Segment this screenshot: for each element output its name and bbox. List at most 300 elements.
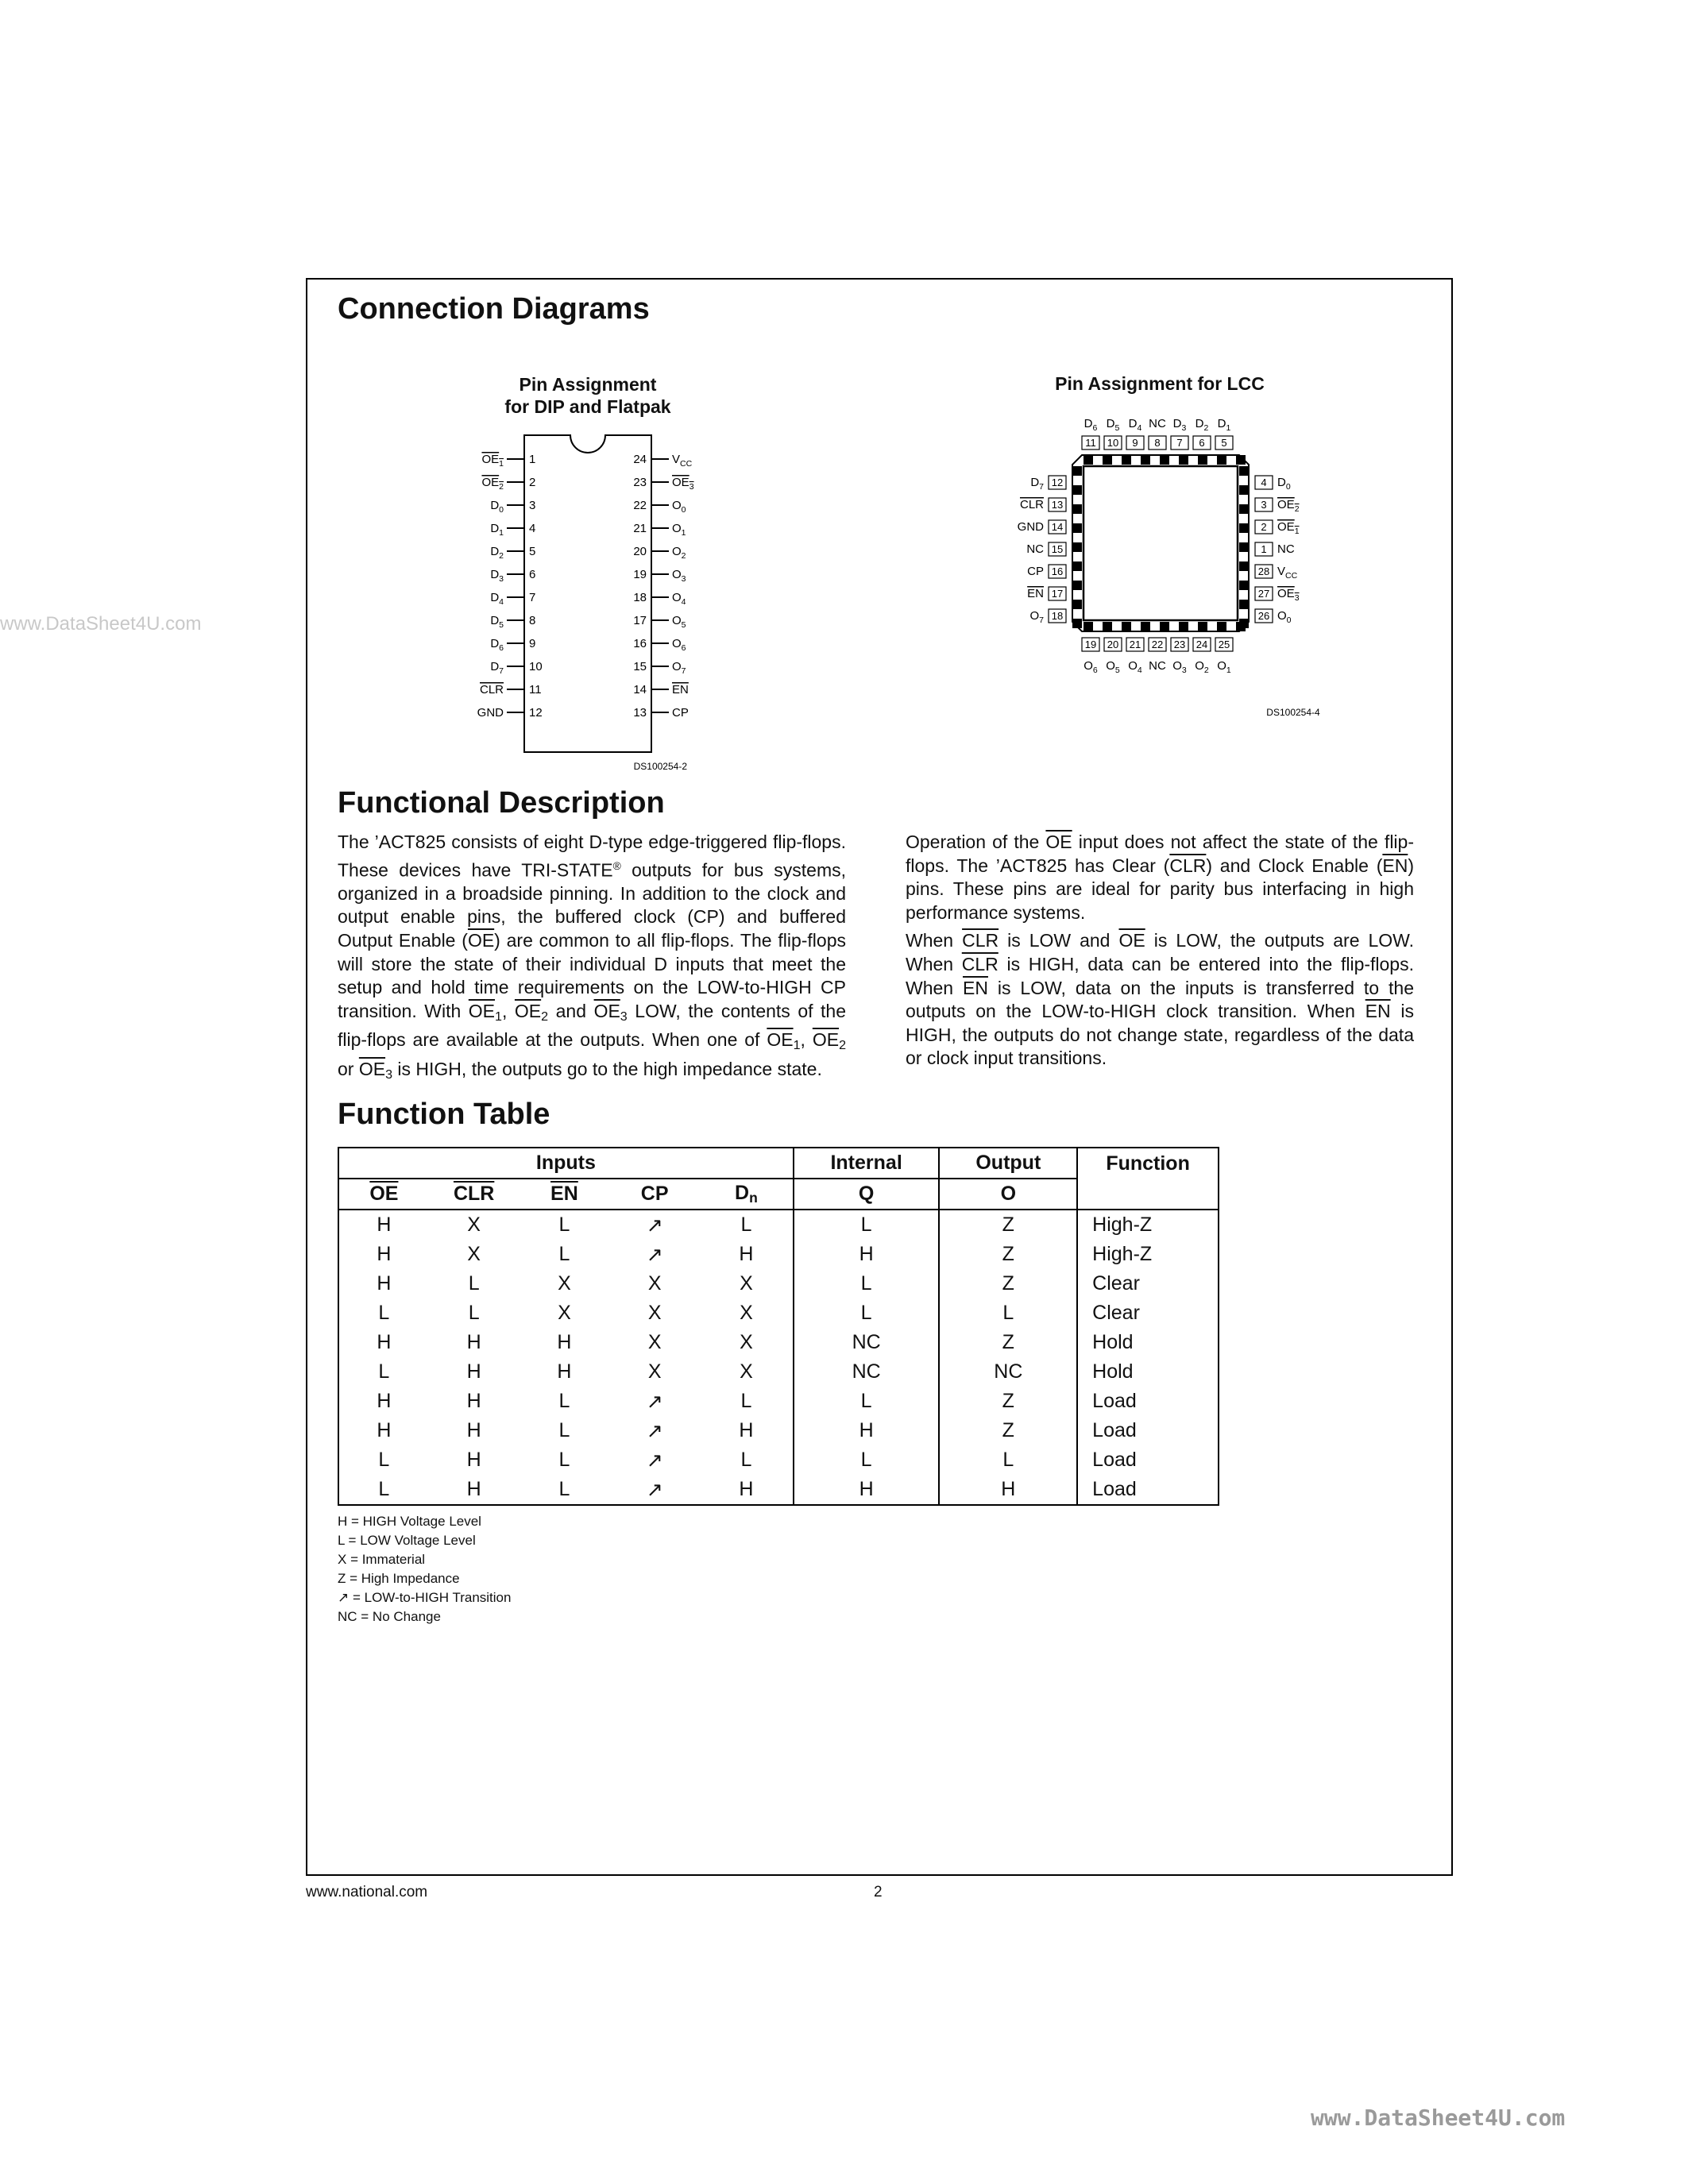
lcc-right-label-26 xyxy=(1277,609,1292,625)
lcc-right-label-26-sub: 0 xyxy=(1286,615,1292,625)
lcc-right-label-26-name: O xyxy=(1277,609,1287,623)
header-function: Function xyxy=(1077,1148,1219,1210)
lcc-bottom-label-25 xyxy=(1217,659,1231,675)
lcc-bottom-pin-20-text: 20 xyxy=(1107,639,1119,650)
lcc-bottom-pin-21-text: 21 xyxy=(1129,639,1141,650)
lcc-top-label-7-name: D xyxy=(1172,417,1182,430)
lcc-right-label-28-sub: CC xyxy=(1285,571,1298,581)
table-cell: Z xyxy=(939,1240,1077,1269)
table-legend xyxy=(338,1512,511,1626)
lcc-package-outline xyxy=(1072,455,1249,631)
lcc-right-label-3-sub: 2 xyxy=(1294,504,1300,514)
dip-pin-label-20 xyxy=(672,545,686,561)
lcc-die-outline xyxy=(1083,466,1238,620)
dip-pin-label-4 xyxy=(490,522,504,538)
footer-url: www.national.com xyxy=(306,1884,428,1900)
dip-pin-label-21-name: O xyxy=(672,522,682,535)
dip-pin-label-4-sub: 1 xyxy=(499,528,504,538)
lcc-bottom-pin-23-text: 23 xyxy=(1173,639,1186,650)
dip-pin-number-5: 5 xyxy=(529,545,536,558)
lcc-bottom-pin-24-text: 24 xyxy=(1196,639,1208,650)
dip-pin-label-8 xyxy=(490,614,504,630)
table-row xyxy=(338,1445,1219,1475)
dip-pin-label-9 xyxy=(490,637,504,653)
table-cell: L xyxy=(558,1243,570,1265)
lcc-right-pin-26-text: 26 xyxy=(1257,610,1270,622)
legend-item xyxy=(338,1588,511,1607)
lcc-right-label-28-name: V xyxy=(1277,565,1286,578)
header-clr xyxy=(429,1179,520,1210)
legend-symbol: X xyxy=(338,1552,351,1567)
dip-pin-label-17-sub: 5 xyxy=(681,620,686,630)
lcc-right-pin-26 xyxy=(1255,609,1273,623)
lcc-bottom-label-19-sub: 6 xyxy=(1092,666,1098,675)
dip-pin-label-18 xyxy=(672,591,686,607)
lcc-bottom-label-21 xyxy=(1128,659,1142,675)
dip-pin-label-3-sub: 0 xyxy=(499,505,504,515)
lcc-left-pin-17 xyxy=(1049,587,1066,600)
lcc-top-label-9-sub: 4 xyxy=(1137,423,1142,433)
lcc-bottom-pin-21 xyxy=(1126,638,1144,651)
lcc-top-label-11 xyxy=(1084,417,1098,433)
dip-pin-label-19-name: O xyxy=(672,568,682,581)
lcc-top-label-5 xyxy=(1218,417,1231,433)
lcc-top-label-8 xyxy=(1149,417,1166,430)
table-cell: X xyxy=(647,1302,662,1324)
table-cell: Z xyxy=(939,1387,1077,1416)
description-right-2-segment: $\overline{EN}$ xyxy=(1365,1001,1391,1022)
table-cell: H xyxy=(557,1360,572,1383)
description-left-segment: $\overline{OE}$ xyxy=(467,930,495,951)
dip-title xyxy=(445,373,731,418)
description-left-segment: outputs for bus systems, organized in a broadside pinning. In addition to the clock and output enable pins, the buffered clock (CP) and buffered Output Enable ( xyxy=(338,859,847,951)
table-cell: H xyxy=(739,1243,754,1265)
lcc-top-pin-8-text: 8 xyxy=(1154,437,1161,449)
legend-item xyxy=(338,1512,511,1531)
dip-title-line2: for DIP and Flatpak xyxy=(504,396,671,417)
lcc-bottom-pin-19-text: 19 xyxy=(1084,639,1097,650)
legend-text: = HIGH Voltage Level xyxy=(351,1514,481,1529)
lcc-bottom-label-20-sub: 5 xyxy=(1114,666,1120,675)
table-cell: L xyxy=(338,1357,429,1387)
lcc-pin-diagram xyxy=(977,401,1342,735)
lcc-pad-top xyxy=(1160,455,1169,465)
dip-pin-label-1 xyxy=(481,453,504,469)
lcc-pad-right xyxy=(1239,485,1249,495)
dip-pin-label-24 xyxy=(672,453,693,469)
lcc-pad-top xyxy=(1103,455,1112,465)
description-left-segment: , xyxy=(800,1029,813,1051)
lcc-bottom-label-21-name: O xyxy=(1128,659,1138,673)
description-right-1-segment: Operation of the xyxy=(906,832,1046,852)
dip-pin-label-9-sub: 6 xyxy=(499,643,504,653)
description-right xyxy=(906,831,1414,1075)
table-cell: L xyxy=(338,1298,429,1328)
lcc-pad-bottom xyxy=(1179,622,1188,631)
dip-pin-label-22-sub: 0 xyxy=(681,505,686,515)
table-row xyxy=(338,1298,1219,1328)
header-dn-text: D xyxy=(735,1182,750,1204)
dip-pin-label-16-name: O xyxy=(672,637,682,650)
table-cell: H xyxy=(739,1478,754,1500)
lcc-top-label-8-name: NC xyxy=(1149,417,1166,430)
lcc-left-label-18 xyxy=(1029,609,1044,625)
lcc-top-pin-7-text: 7 xyxy=(1176,437,1183,449)
lcc-pad-left xyxy=(1072,619,1082,628)
lcc-top-label-5-name: D xyxy=(1217,417,1226,430)
description-left-segment: $\overline{OE}$ xyxy=(812,1029,840,1051)
table-cell: H xyxy=(466,1360,481,1383)
description-right-2-segment: $\overline{CLR}$ xyxy=(962,930,999,951)
legend-symbol: H xyxy=(338,1514,351,1529)
table-cell: Load xyxy=(1077,1475,1219,1505)
table-cell: L xyxy=(794,1298,940,1328)
lcc-top-pin-6 xyxy=(1193,436,1211,450)
lcc-right-pin-4 xyxy=(1255,476,1273,489)
lcc-right-label-1 xyxy=(1277,542,1295,556)
lcc-right-pin-3 xyxy=(1255,498,1273,511)
dip-title-line1: Pin Assignment xyxy=(519,374,657,395)
lcc-top-label-6-sub: 2 xyxy=(1203,423,1209,433)
lcc-pad-top xyxy=(1179,455,1188,465)
dip-pin-label-8-name: D xyxy=(490,614,500,627)
lcc-left-label-13-name: CLR xyxy=(1019,498,1044,511)
lcc-right-label-27-name: OE xyxy=(1277,587,1295,600)
dip-pin-label-19-sub: 3 xyxy=(681,574,686,584)
lcc-pad-left xyxy=(1072,542,1082,552)
legend-item xyxy=(338,1607,511,1626)
dip-pin-label-16 xyxy=(672,637,686,653)
dip-pin-label-17 xyxy=(672,614,686,630)
table-cell: Z xyxy=(939,1269,1077,1298)
description-left-segment: 3 xyxy=(620,1009,628,1024)
table-cell: Hold xyxy=(1077,1357,1219,1387)
dip-pin-label-1-name: OE xyxy=(481,453,500,466)
table-cell: L xyxy=(794,1445,940,1475)
dip-pin-number-22: 22 xyxy=(633,499,647,512)
lcc-left-label-16 xyxy=(1027,565,1044,578)
table-cell: H xyxy=(338,1269,429,1298)
lcc-left-label-18-name: O xyxy=(1029,609,1040,623)
description-left-segment: $\overline{OE}$ xyxy=(358,1059,386,1079)
table-cell: ↗ xyxy=(646,1419,663,1442)
description-right-2-segment: $\overline{OE}$ xyxy=(1118,930,1145,951)
dip-pin-number-12: 12 xyxy=(529,706,543,720)
dip-pin-label-23-sub: 3 xyxy=(689,482,694,492)
description-right-2-segment: $\overline{EN}$ xyxy=(963,977,988,998)
lcc-right-label-1-name: NC xyxy=(1277,542,1295,556)
table-cell: Load xyxy=(1077,1387,1219,1416)
lcc-left-label-16-name: CP xyxy=(1027,565,1044,578)
lcc-pad-right xyxy=(1239,561,1249,571)
lcc-pad-left xyxy=(1072,600,1082,609)
lcc-right-label-2 xyxy=(1277,520,1300,536)
table-row xyxy=(338,1416,1219,1445)
dip-pin-label-21 xyxy=(672,522,686,538)
lcc-right-pin-3-text: 3 xyxy=(1261,499,1267,511)
header-q: Q xyxy=(794,1179,940,1210)
description-left-segment: $\overline{OE}$ xyxy=(593,1000,620,1021)
lcc-left-pin-14 xyxy=(1049,520,1066,534)
dip-pin-number-20: 20 xyxy=(633,545,647,558)
table-cell: L xyxy=(740,1449,752,1471)
lcc-right-label-27-sub: 3 xyxy=(1294,593,1300,603)
table-cell: ↗ xyxy=(646,1214,663,1237)
legend-text: = High Impedance xyxy=(350,1571,460,1586)
dip-pin-label-14-name: EN xyxy=(672,683,689,696)
lcc-left-label-12-sub: 7 xyxy=(1039,482,1044,492)
lcc-bottom-label-23 xyxy=(1172,659,1187,675)
lcc-top-label-11-sub: 6 xyxy=(1092,423,1098,433)
table-cell: L xyxy=(468,1302,480,1324)
lcc-top-label-9-name: D xyxy=(1128,417,1138,430)
table-cell: L xyxy=(939,1298,1077,1328)
description-left-segment: 2 xyxy=(839,1038,847,1053)
table-cell: L xyxy=(794,1387,940,1416)
lcc-top-label-10-name: D xyxy=(1106,417,1115,430)
description-right-paragraph-2 xyxy=(906,929,1414,1071)
dip-pin-number-16: 16 xyxy=(633,637,647,650)
lcc-bottom-label-20-name: O xyxy=(1106,659,1115,673)
lcc-left-label-17 xyxy=(1027,587,1044,600)
table-cell: L xyxy=(338,1475,429,1505)
dip-pin-number-10: 10 xyxy=(529,660,543,673)
lcc-right-pin-1-text: 1 xyxy=(1261,543,1267,555)
lcc-right-pin-27-text: 27 xyxy=(1257,588,1270,600)
lcc-left-label-14 xyxy=(1018,520,1045,534)
dip-pin-label-2 xyxy=(481,476,504,492)
lcc-top-pin-5-text: 5 xyxy=(1221,437,1227,449)
table-cell: X xyxy=(558,1272,571,1295)
table-cell: Load xyxy=(1077,1416,1219,1445)
heading-function-table: Function Table xyxy=(338,1098,550,1131)
dip-pin-label-1-sub: 1 xyxy=(499,459,504,469)
lcc-top-label-10 xyxy=(1107,417,1120,433)
legend-symbol: NC xyxy=(338,1609,361,1624)
table-cell: High-Z xyxy=(1077,1210,1219,1240)
lcc-drawing-code: DS100254-4 xyxy=(1266,707,1320,718)
function-table-body xyxy=(338,1210,1219,1505)
lcc-left-pin-17-text: 17 xyxy=(1051,588,1064,600)
table-row xyxy=(338,1210,1219,1240)
dip-pin-number-2: 2 xyxy=(529,476,536,489)
description-right-paragraph-1 xyxy=(906,831,1414,924)
table-cell: L xyxy=(794,1269,940,1298)
table-cell: H xyxy=(338,1387,429,1416)
description-right-2-segment: $\overline{CLR}$ xyxy=(961,953,999,974)
dip-drawing-code: DS100254-2 xyxy=(633,761,687,770)
dip-pin-label-19 xyxy=(672,568,686,584)
table-cell: Z xyxy=(939,1210,1077,1240)
description-left-segment: ) are common to all flip-flops. The flip-flops will store the state of their individual D inputs that meet the setup and hold time requirements on the LOW-to-HIGH CP transition. With xyxy=(338,930,846,1021)
lcc-bottom-label-21-sub: 4 xyxy=(1137,666,1142,675)
header-inputs: Inputs xyxy=(338,1148,794,1179)
lcc-pad-right xyxy=(1239,542,1249,552)
lcc-top-label-10-sub: 5 xyxy=(1114,423,1120,433)
table-cell: X xyxy=(740,1302,753,1324)
table-cell: X xyxy=(558,1302,571,1324)
table-row xyxy=(338,1240,1219,1269)
lcc-right-label-2-sub: 1 xyxy=(1294,527,1300,536)
table-cell: L xyxy=(939,1445,1077,1475)
dip-pin-label-15-sub: 7 xyxy=(681,666,686,676)
dip-pin-label-7-sub: 4 xyxy=(499,597,504,607)
lcc-right-label-27 xyxy=(1277,587,1300,603)
table-cell: L xyxy=(558,1449,570,1471)
dip-pin-label-5 xyxy=(490,545,504,561)
dip-pin-number-17: 17 xyxy=(633,614,647,627)
table-cell: L xyxy=(740,1390,752,1412)
description-left xyxy=(338,831,846,1092)
table-cell: H xyxy=(338,1416,429,1445)
lcc-top-pin-9-text: 9 xyxy=(1132,437,1138,449)
lcc-pad-top xyxy=(1122,455,1131,465)
description-right-2-segment: is HIGH, data can be entered into the flip-flops. When xyxy=(906,953,1414,998)
legend-text: = LOW-to-HIGH Transition xyxy=(352,1590,512,1605)
description-right-1-segment: ) and Clock Enable ( xyxy=(1206,855,1383,876)
lcc-bottom-pin-23 xyxy=(1171,638,1188,651)
lcc-pad-right xyxy=(1239,619,1249,628)
lcc-pad-bottom xyxy=(1141,622,1150,631)
description-left-segment: $\overline{OE}$ xyxy=(468,1000,496,1021)
lcc-top-pin-10-text: 10 xyxy=(1107,437,1119,449)
description-right-1-segment: $\overline{CLR}$ xyxy=(1169,855,1207,876)
lcc-bottom-pin-20 xyxy=(1104,638,1122,651)
lcc-bottom-label-19 xyxy=(1083,659,1098,675)
dip-pin-number-18: 18 xyxy=(633,591,647,604)
lcc-pad-right xyxy=(1239,466,1249,476)
dip-pin-label-21-sub: 1 xyxy=(681,528,686,538)
lcc-left-pin-18-text: 18 xyxy=(1051,610,1064,622)
table-cell: H xyxy=(466,1449,481,1471)
lcc-bottom-label-22 xyxy=(1149,659,1166,673)
dip-pin-label-13 xyxy=(672,706,689,720)
dip-pin-number-24: 24 xyxy=(633,453,647,466)
table-cell: Clear xyxy=(1077,1269,1219,1298)
dip-pin-number-23: 23 xyxy=(633,476,647,489)
lcc-pad-right xyxy=(1239,600,1249,609)
dip-pin-diagram xyxy=(445,421,731,770)
dip-pin-number-19: 19 xyxy=(633,568,647,581)
table-cell: High-Z xyxy=(1077,1240,1219,1269)
lcc-left-pin-14-text: 14 xyxy=(1051,521,1064,533)
lcc-bottom-pin-22 xyxy=(1149,638,1166,651)
lcc-top-label-5-sub: 1 xyxy=(1226,423,1231,433)
table-cell: L xyxy=(794,1210,940,1240)
description-left-segment: $\overline{OE}$ xyxy=(514,1000,542,1021)
lcc-bottom-label-23-sub: 3 xyxy=(1181,666,1187,675)
heading-functional-description: Functional Description xyxy=(338,786,665,820)
lcc-right-pin-27 xyxy=(1255,587,1273,600)
lcc-right-label-4-sub: 0 xyxy=(1285,482,1291,492)
dip-pin-label-15 xyxy=(672,660,686,676)
lcc-top-label-9 xyxy=(1129,417,1142,433)
lcc-left-pin-13 xyxy=(1049,498,1066,511)
lcc-bottom-label-20 xyxy=(1106,659,1120,675)
table-cell: L xyxy=(468,1272,480,1295)
description-left-segment: LOW, the contents of the flip-flops are available at the outputs. When one of xyxy=(338,1000,847,1051)
description-left-segment: , xyxy=(501,1000,515,1021)
table-cell: X xyxy=(740,1272,753,1295)
header-en-text: $\overline{EN}$ xyxy=(550,1183,578,1205)
description-left-segment: 3 xyxy=(385,1067,393,1082)
dip-pin-label-18-sub: 4 xyxy=(681,597,686,607)
table-cell: ↗ xyxy=(646,1449,663,1472)
lcc-bottom-label-25-name: O xyxy=(1217,659,1226,673)
lcc-right-label-4-name: D xyxy=(1277,476,1286,489)
table-cell: X xyxy=(467,1243,481,1265)
legend-text: = LOW Voltage Level xyxy=(348,1533,476,1548)
table-cell: ↗ xyxy=(646,1478,663,1501)
lcc-pad-left xyxy=(1072,504,1082,514)
table-cell: Z xyxy=(939,1416,1077,1445)
table-cell: L xyxy=(558,1390,570,1412)
legend-symbol: ↗ xyxy=(338,1590,353,1605)
lcc-bottom-pin-24 xyxy=(1193,638,1211,651)
legend-item xyxy=(338,1531,511,1550)
table-cell: H xyxy=(466,1419,481,1441)
dip-pin-label-6 xyxy=(490,568,504,584)
description-right-1-segment: $\overline{OE}$ xyxy=(1045,832,1072,852)
legend-symbol: L xyxy=(338,1533,349,1548)
table-cell: L xyxy=(558,1478,570,1500)
dip-pin-label-10-sub: 7 xyxy=(499,666,504,676)
description-right-2-segment: is LOW, the outputs are LOW. When xyxy=(906,930,1415,974)
table-cell: X xyxy=(647,1272,662,1295)
table-cell: H xyxy=(466,1390,481,1412)
lcc-right-label-3 xyxy=(1277,498,1300,514)
lcc-title: Pin Assignment for LCC xyxy=(1055,373,1265,394)
lcc-right-pin-28 xyxy=(1255,565,1273,578)
description-left-segment: and xyxy=(548,1000,594,1021)
dip-pin-number-4: 4 xyxy=(529,522,536,535)
lcc-left-label-12-name: D xyxy=(1030,476,1040,489)
description-left-segment: 1 xyxy=(495,1009,502,1024)
dip-pin-label-23 xyxy=(672,476,694,492)
lcc-pad-left xyxy=(1072,561,1082,571)
header-clr-text: $\overline{CLR}$ xyxy=(453,1183,495,1205)
lcc-left-pin-12 xyxy=(1049,476,1066,489)
description-right-1-segment: ) pins. These pins are ideal for parity bus interfacing in high performance systems. xyxy=(906,855,1414,923)
dip-pin-number-11: 11 xyxy=(529,683,542,696)
lcc-pad-left xyxy=(1072,581,1082,590)
lcc-right-pin-2-text: 2 xyxy=(1261,521,1267,533)
dip-pin-label-18-name: O xyxy=(672,591,682,604)
table-cell: L xyxy=(558,1214,570,1236)
table-cell: H xyxy=(794,1475,940,1505)
lcc-left-pin-12-text: 12 xyxy=(1051,477,1064,488)
table-cell: X xyxy=(740,1360,753,1383)
dip-pin-label-3-name: D xyxy=(490,499,500,512)
lcc-bottom-label-19-name: O xyxy=(1083,659,1093,673)
table-cell: X xyxy=(647,1360,662,1383)
lcc-pad-left xyxy=(1072,485,1082,495)
lcc-pad-top xyxy=(1141,455,1150,465)
dip-pin-number-1: 1 xyxy=(529,453,536,466)
description-right-1-segment: input does not affect the state of the flip-flops. The ’ACT825 has Clear ( xyxy=(906,832,1414,876)
lcc-bottom-label-24 xyxy=(1195,659,1209,675)
lcc-bottom-pin-22-text: 22 xyxy=(1151,639,1164,650)
lcc-right-label-28 xyxy=(1277,565,1298,581)
table-cell: ↗ xyxy=(646,1390,663,1413)
lcc-top-label-11-name: D xyxy=(1083,417,1093,430)
description-left-segment: or xyxy=(338,1059,359,1079)
lcc-left-pin-13-text: 13 xyxy=(1051,499,1064,511)
table-row xyxy=(338,1475,1219,1505)
lcc-left-pin-15 xyxy=(1049,542,1066,556)
description-left-segment: is HIGH, the outputs go to the high impedance state. xyxy=(392,1059,822,1079)
dip-pin-label-20-sub: 2 xyxy=(681,551,686,561)
